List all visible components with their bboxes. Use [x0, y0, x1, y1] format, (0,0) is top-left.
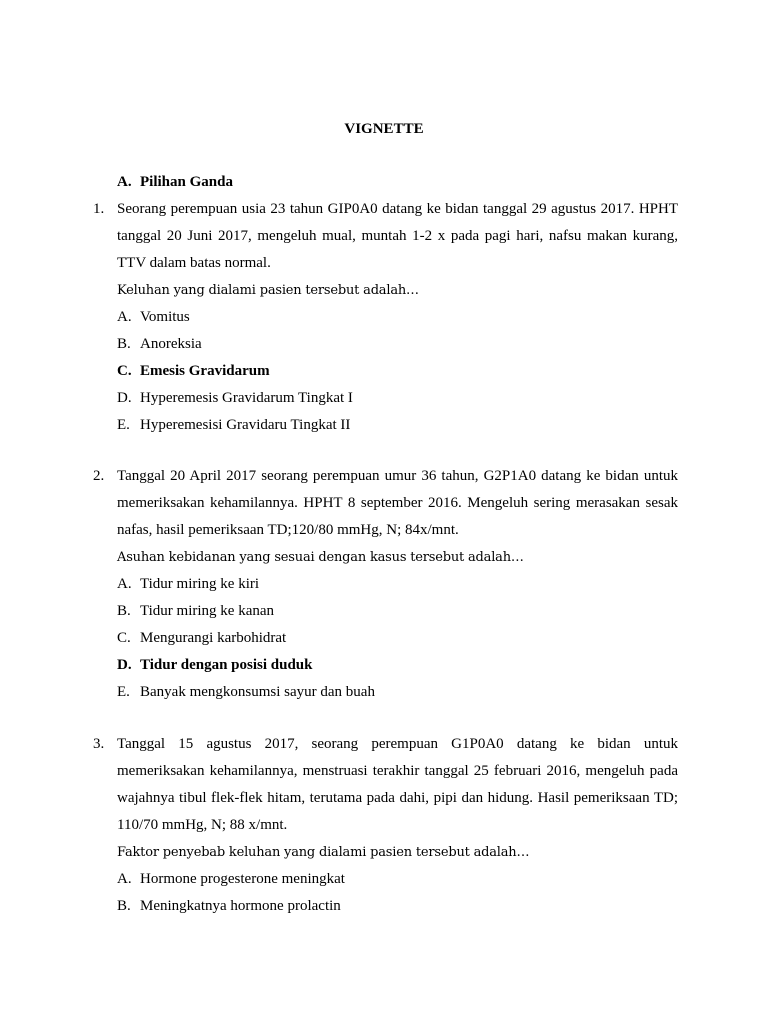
answer-option [117, 866, 678, 893]
option-letter: E. [117, 417, 130, 433]
question-number: 2. [93, 468, 105, 484]
answer-option [117, 679, 678, 706]
option-letter: E. [117, 684, 130, 700]
stem-line: memeriksakan kehamilannya, menstruasi terakhir tanggal 25 februari 2016, mengeluh pada [117, 763, 678, 779]
option-letter: A. [117, 871, 132, 887]
stem-line: memeriksakan kehamilannya. HPHT 8 september 2016. Mengeluh sering merasakan sesak [117, 495, 678, 511]
option-letter: A. [117, 309, 132, 325]
option-text: Anoreksia [140, 336, 202, 352]
answer-option-correct [117, 358, 678, 385]
answer-option [117, 571, 678, 598]
option-letter: C. [117, 363, 132, 379]
option-text: Tidur miring ke kiri [140, 576, 260, 592]
option-letter: D. [117, 390, 132, 406]
stem-line: TTV dalam batas normal. [117, 255, 271, 271]
stem-line: nafas, hasil pemeriksaan TD;120/80 mmHg, N; 84x/mnt. [117, 522, 459, 538]
option-letter: D. [117, 657, 132, 673]
option-text: Vomitus [140, 309, 190, 325]
option-text: Meningkatnya hormone prolactin [140, 898, 341, 914]
option-text: Hormone progesterone meningkat [140, 871, 345, 887]
answer-option [117, 304, 678, 331]
option-text: Tidur miring ke kanan [140, 603, 275, 619]
page-title: VIGNETTE [344, 121, 424, 137]
option-text: Banyak mengkonsumsi sayur dan buah [140, 684, 375, 700]
answer-option-correct [117, 652, 678, 679]
section-label: Pilihan Ganda [140, 174, 233, 190]
stem-line: Tanggal 20 April 2017 seorang perempuan umur 36 tahun, G2P1A0 datang ke bidan untuk [117, 468, 678, 484]
option-text: Hyperemesisi Gravidaru Tingkat II [140, 417, 351, 433]
option-letter: A. [117, 576, 132, 592]
section-heading [117, 172, 233, 192]
option-text: Emesis Gravidarum [140, 363, 270, 379]
option-letter: B. [117, 603, 131, 619]
option-text: Tidur dengan posisi duduk [140, 657, 313, 673]
option-letter: B. [117, 898, 131, 914]
question-stem [117, 463, 678, 544]
answer-option [117, 412, 678, 439]
question-prompt: Keluhan yang dialami pasien tersebut adalah… [117, 283, 419, 298]
question-prompt: Faktor penyebab keluhan yang dialami pasien tersebut adalah… [117, 845, 530, 860]
option-letter: B. [117, 336, 131, 352]
question-number: 3. [93, 736, 105, 752]
option-text: Hyperemesis Gravidarum Tingkat I [140, 390, 353, 406]
stem-line: tanggal 20 Juni 2017, mengeluh mual, muntah 1-2 x pada pagi hari, nafsu makan kurang, [117, 228, 678, 244]
question-stem [117, 731, 678, 839]
question-number: 1. [93, 201, 105, 217]
option-text: Mengurangi karbohidrat [140, 630, 287, 646]
option-letter: C. [117, 630, 131, 646]
answer-option [117, 331, 678, 358]
answer-option [117, 598, 678, 625]
stem-line: wajahnya tibul flek-flek hitam, terutama pada dahi, pipi dan hidung. Hasil pemeriksaan TD; [117, 790, 678, 806]
answer-option [117, 625, 678, 652]
section-letter: A. [117, 174, 132, 190]
question-prompt: Asuhan kebidanan yang sesuai dengan kasus tersebut adalah… [117, 550, 524, 565]
question-stem [117, 196, 678, 277]
stem-line: 110/70 mmHg, N; 88 x/mnt. [117, 817, 288, 833]
answer-option [117, 893, 678, 920]
stem-line: Tanggal 15 agustus 2017, seorang perempuan G1P0A0 datang ke bidan untuk [117, 736, 678, 752]
answer-option [117, 385, 678, 412]
stem-line: Seorang perempuan usia 23 tahun GIP0A0 datang ke bidan tanggal 29 agustus 2017. HPHT [117, 201, 678, 217]
